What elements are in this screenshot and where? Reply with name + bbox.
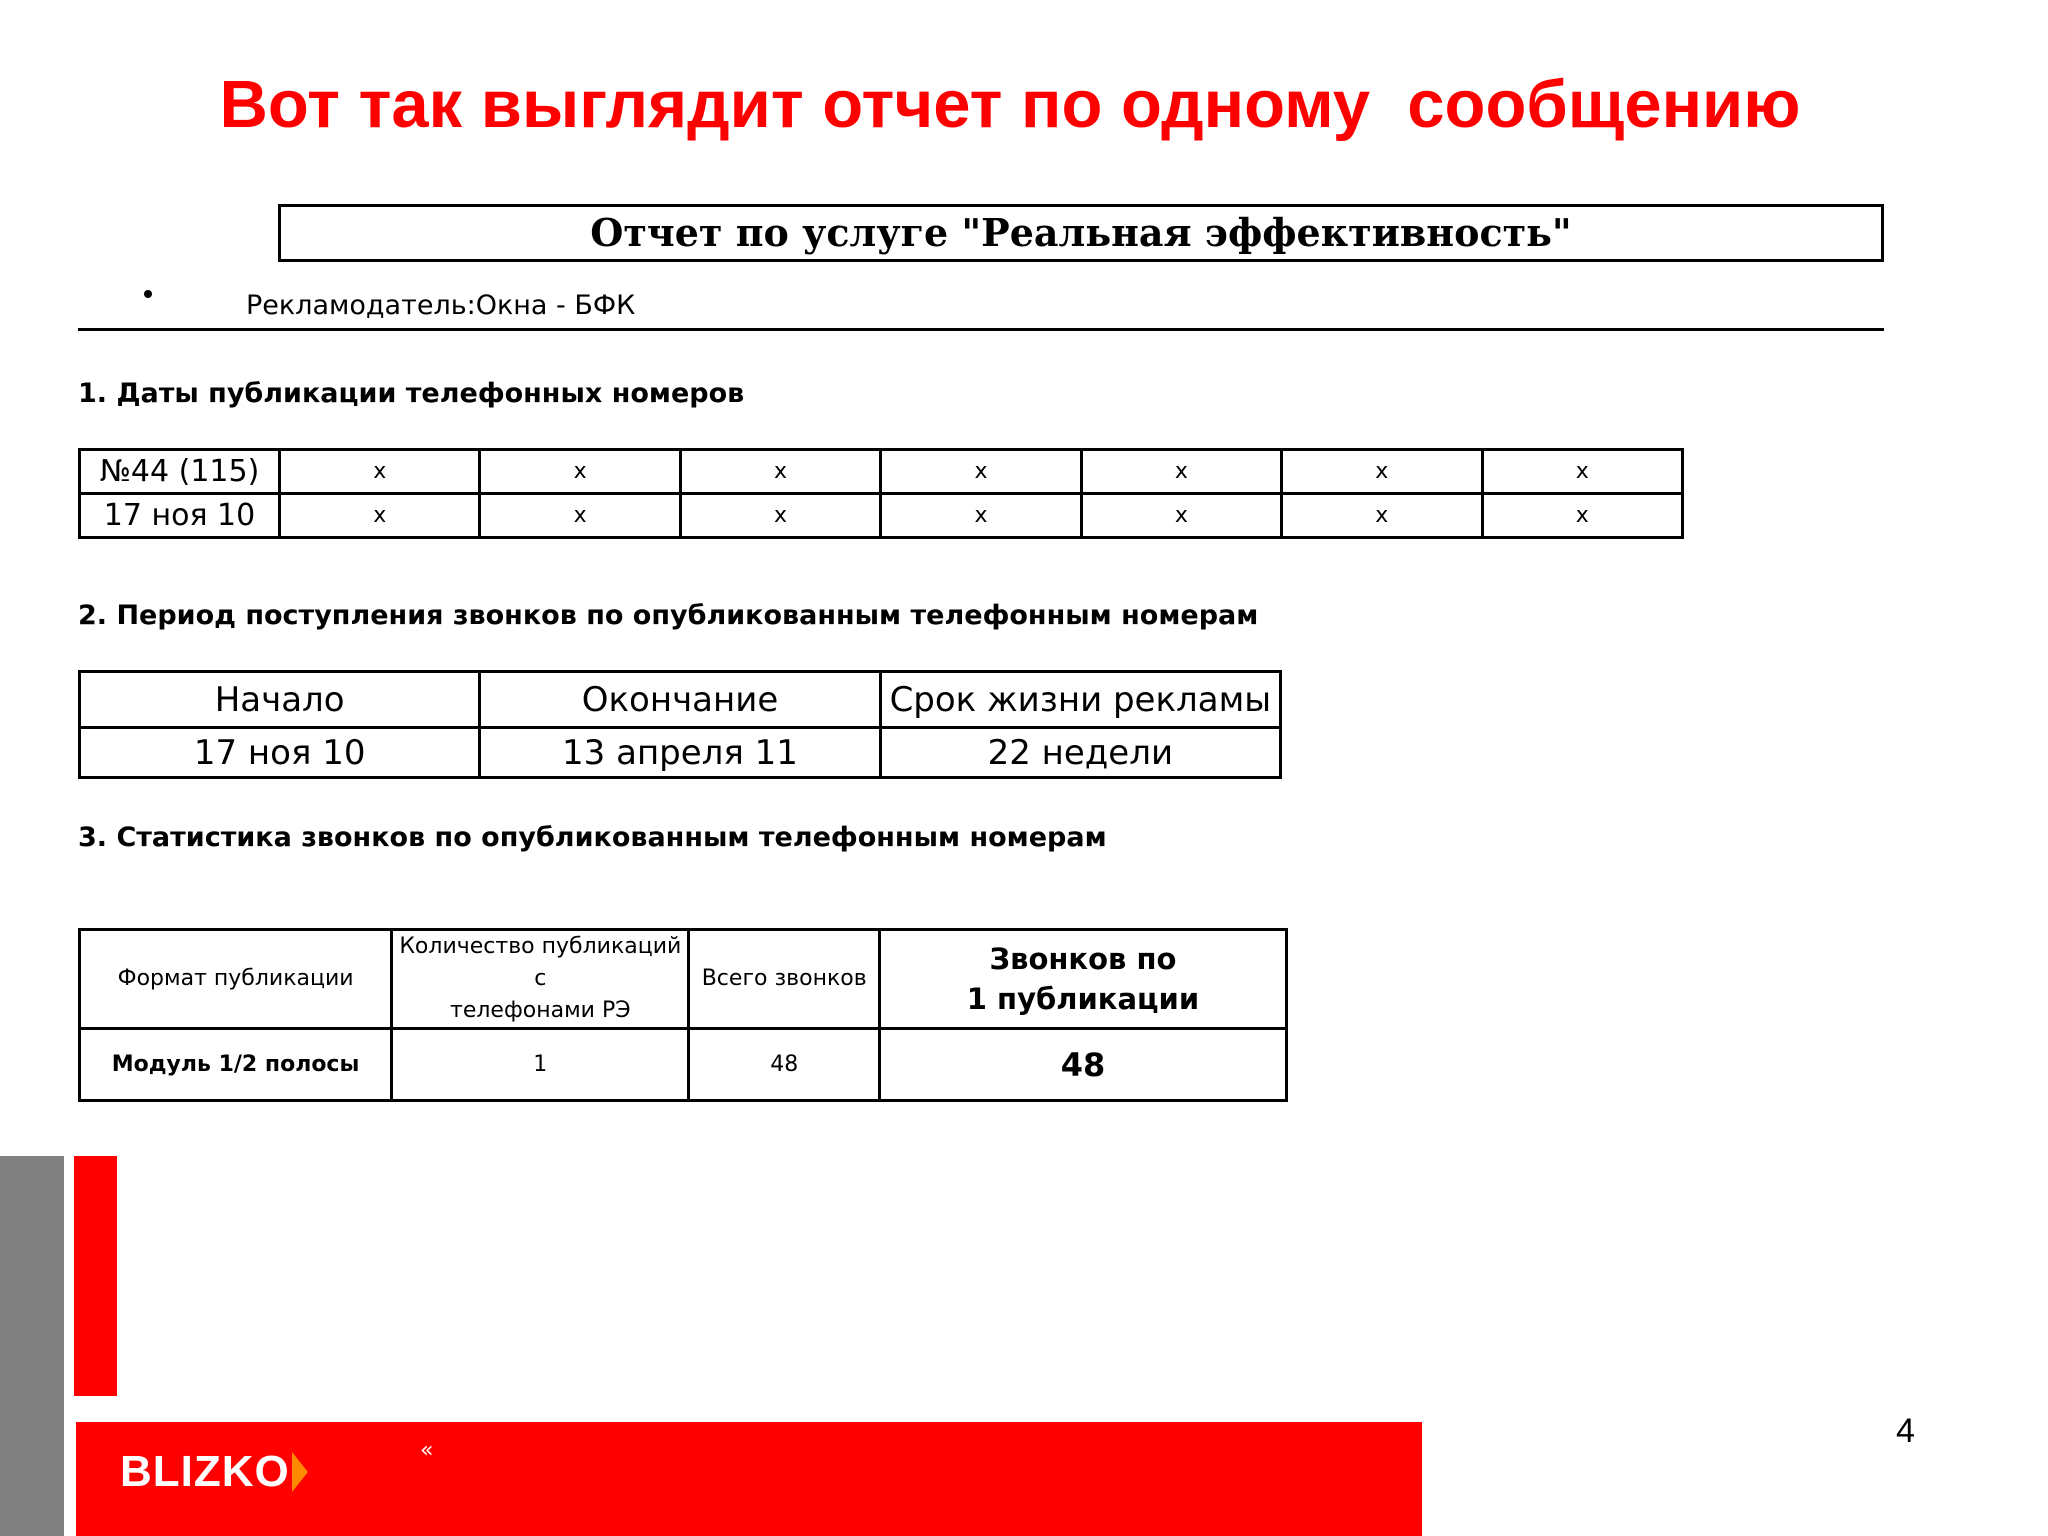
header-publication-count-line2: телефонами РЭ: [450, 998, 631, 1023]
table-row: [80, 450, 1683, 494]
table-cell: x: [480, 450, 680, 494]
table-cell: x: [680, 450, 880, 494]
header-ad-lifetime: Срок жизни рекламы: [880, 672, 1280, 728]
publication-dates-table: [78, 448, 1684, 539]
header-end: Окончание: [480, 672, 880, 728]
decorative-red-bar: [74, 1156, 117, 1396]
section-heading-publication-dates: 1. Даты публикации телефонных номеров: [78, 378, 745, 409]
table-row: [80, 494, 1683, 538]
section-heading-call-statistics: 3. Статистика звонков по опубликованным телефонным номерам: [78, 822, 1107, 853]
table-cell: x: [1081, 494, 1281, 538]
table-cell: x: [1482, 450, 1682, 494]
brand-logo: [120, 1446, 308, 1498]
value-publication-count: 1: [392, 1029, 689, 1101]
table-cell: x: [881, 494, 1081, 538]
table-cell: x: [1282, 494, 1482, 538]
value-start: 17 ноя 10: [80, 728, 480, 778]
decorative-gray-bar: [0, 1156, 64, 1536]
section-heading-call-period: 2. Период поступления звонков по опубликованным телефонным номерам: [78, 600, 1259, 631]
header-calls-per-publication-line2: 1 публикации: [966, 982, 1200, 1016]
table-cell: x: [280, 494, 480, 538]
page-number: 4: [1896, 1412, 1915, 1450]
header-start: Начало: [80, 672, 480, 728]
value-calls-per-publication: 48: [879, 1029, 1286, 1101]
header-publication-format: Формат публикации: [80, 930, 392, 1029]
table-cell-date: 17 ноя 10: [80, 494, 280, 538]
table-header-row: [80, 672, 1281, 728]
divider-line: [78, 328, 1884, 331]
table-cell: x: [1081, 450, 1281, 494]
report-title: Отчет по услуге "Реальная эффективность": [278, 204, 1884, 262]
chevron-right-icon: [292, 1452, 308, 1492]
footer-quote: «: [420, 1438, 434, 1463]
header-total-calls: Всего звонков: [689, 930, 880, 1029]
table-cell: x: [480, 494, 680, 538]
bullet-dot: [144, 290, 152, 298]
advertiser-line: Рекламодатель:Окна - БФК: [246, 290, 636, 321]
table-header-row: [80, 930, 1287, 1029]
table-cell: x: [680, 494, 880, 538]
slide-title: Вот так выглядит отчет по одному сообщению: [219, 67, 1801, 142]
value-end: 13 апреля 11: [480, 728, 880, 778]
call-statistics-table: [78, 928, 1288, 1102]
table-cell: x: [881, 450, 1081, 494]
value-publication-format: Модуль 1/2 полосы: [80, 1029, 392, 1101]
table-cell-issue: №44 (115): [80, 450, 280, 494]
header-calls-per-publication-line1: Звонков по: [989, 942, 1177, 976]
table-row: [80, 728, 1281, 778]
table-cell: x: [280, 450, 480, 494]
header-calls-per-publication: [879, 930, 1286, 1029]
table-cell: x: [1482, 494, 1682, 538]
header-publication-count: [392, 930, 689, 1029]
table-row: [80, 1029, 1287, 1101]
logo-text: BLIZKO: [120, 1447, 290, 1496]
header-publication-count-line1: Количество публикаций с: [399, 934, 682, 991]
table-cell: x: [1282, 450, 1482, 494]
value-ad-lifetime: 22 недели: [880, 728, 1280, 778]
value-total-calls: 48: [689, 1029, 880, 1101]
call-period-table: [78, 670, 1282, 779]
